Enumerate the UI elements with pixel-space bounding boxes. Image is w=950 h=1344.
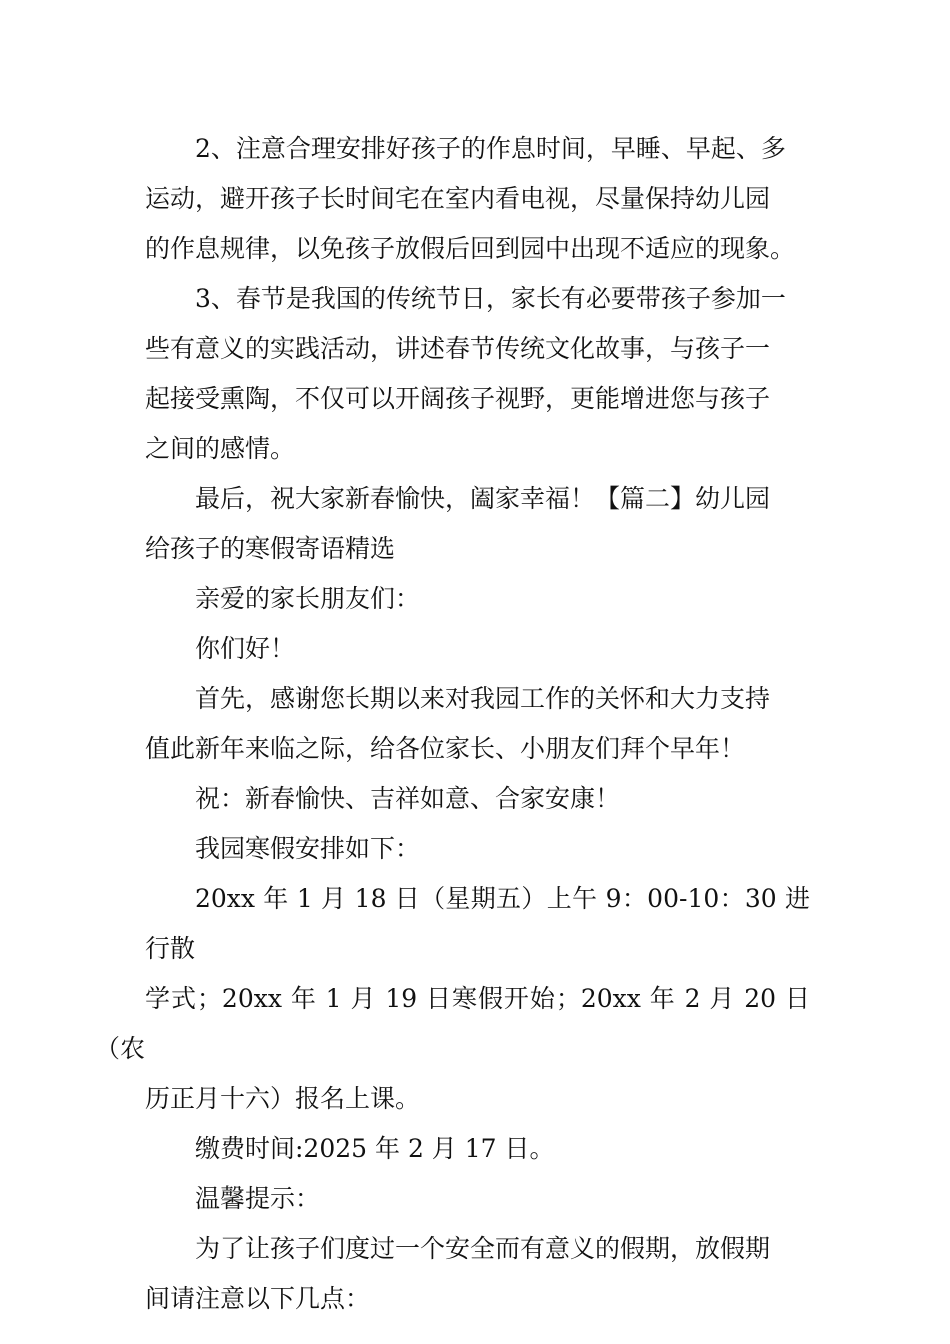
text-line: 给孩子的寒假寄语精选: [145, 534, 396, 563]
text-line: 3、春节是我国的传统节日，家长有必要带孩子参加一: [195, 284, 786, 313]
text-line: 你们好！: [195, 634, 296, 663]
text-line: 20xx 年 1 月 18 日（星期五）上午 9：00-10：30 进行散: [145, 884, 810, 963]
text-line: 温馨提示：: [195, 1184, 321, 1213]
text-line: 之间的感情。: [145, 434, 296, 463]
text-line: 首先，感谢您长期以来对我园工作的关怀和大力支持: [195, 684, 771, 713]
text-line: 学式；20xx 年 1 月 19 日寒假开始；20xx 年 2 月 20 日（农: [95, 984, 810, 1063]
paragraph-schedule-heading: [145, 824, 810, 874]
paragraph-salutation: [145, 574, 810, 624]
text-line: 运动，避开孩子长时间宅在室内看电视，尽量保持幼儿园: [145, 184, 771, 213]
text-line: 间请注意以下几点：: [145, 1284, 371, 1313]
text-line: 最后，祝大家新春愉快，阖家幸福！【篇二】幼儿园: [195, 484, 771, 513]
text-line: 我园寒假安排如下：: [195, 834, 421, 863]
text-line: 些有意义的实践活动，讲述春节传统文化故事，与孩子一: [145, 334, 771, 363]
paragraph-spring-festival: [145, 274, 810, 474]
paragraph-tips-heading: [145, 1174, 810, 1224]
text-line: 值此新年来临之际，给各位家长、小朋友们拜个早年！: [145, 734, 746, 763]
paragraph-payment-time: [145, 1124, 810, 1174]
paragraph-tips-intro: [145, 1224, 810, 1324]
paragraph-sleep-schedule: [145, 124, 810, 274]
text-line: 起接受熏陶，不仅可以开阔孩子视野，更能增进您与孩子: [145, 384, 771, 413]
text-line: 的作息规律，以免孩子放假后回到园中出现不适应的现象。: [145, 234, 796, 263]
text-line: 2、注意合理安排好孩子的作息时间，早睡、早起、多: [195, 134, 786, 163]
text-line: 祝：新春愉快、吉祥如意、合家安康！: [195, 784, 621, 813]
paragraph-greeting: [145, 624, 810, 674]
paragraph-schedule-dates: [95, 874, 810, 1124]
paragraph-closing-wish: [145, 474, 810, 574]
text-line: 缴费时间:2025 年 2 月 17 日。: [195, 1134, 555, 1163]
paragraph-blessing: [145, 774, 810, 824]
text-line: 亲爱的家长朋友们：: [195, 584, 421, 613]
paragraph-thanks: [145, 674, 810, 774]
document-body: [95, 124, 810, 1324]
text-line: 为了让孩子们度过一个安全而有意义的假期，放假期: [195, 1234, 771, 1263]
text-line: 历正月十六）报名上课。: [145, 1084, 421, 1113]
